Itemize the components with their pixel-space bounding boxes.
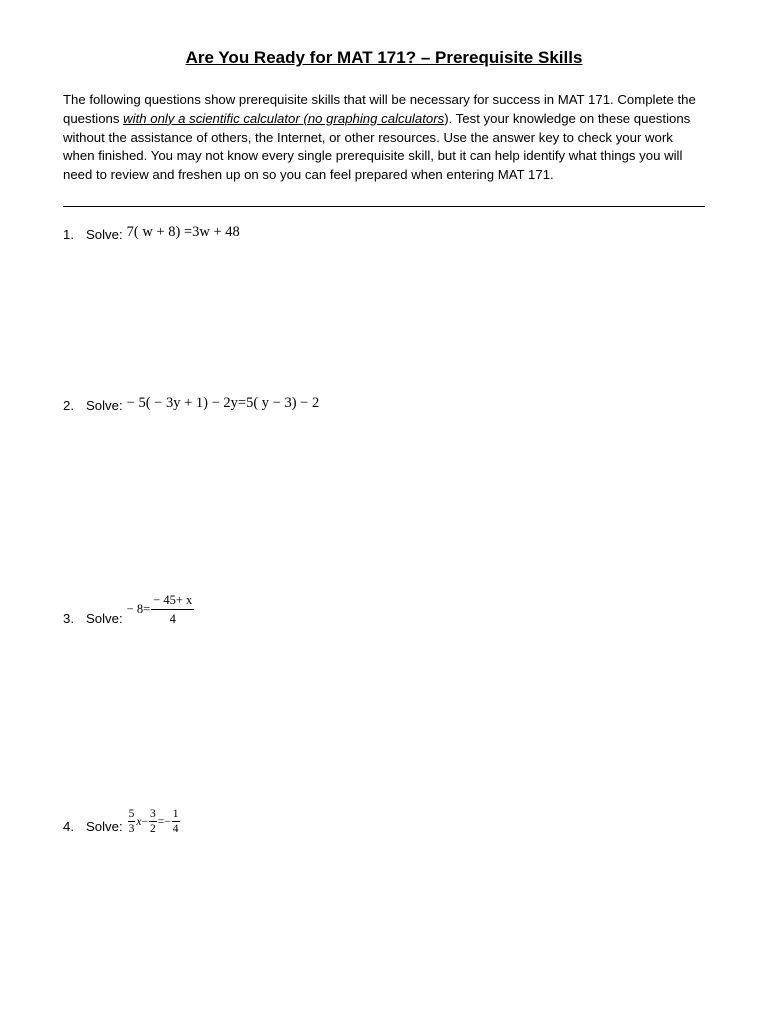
question-number: 2. [63,398,74,413]
divider-line [63,206,705,207]
fraction-numerator: 5 [128,807,136,822]
operator: − [141,815,149,828]
fraction-denominator: 4 [172,823,179,836]
fraction-denominator: 2 [150,823,156,836]
intro-paragraph [63,91,708,185]
fraction [149,807,157,837]
equation [127,807,181,837]
intro-text-2: ). Test your knowledge on these questions without the assistance of others, the Internet, or other resources. Use the answer key to check your work when finished. You may not know every single prerequisite skill, but it can help identify what things you will need to review and freshen up on so you can feel prepared when entering MAT 171. [63,110,691,183]
intro-text-1: The following questions show prerequisite skills that will be necessary for success in MAT 171. Complete the questions [63,92,696,126]
operator: =− [157,815,171,828]
question-3 [63,591,195,628]
fraction-numerator: 3 [149,807,157,822]
question-label: Solve: [86,818,123,834]
question-number: 4. [63,818,74,834]
question-4 [63,807,181,837]
fraction-numerator: − 45+ x [151,591,194,610]
question-label: Solve: [86,611,123,627]
question-label: Solve: [86,227,123,242]
fraction-denominator: 4 [169,612,176,627]
equation [127,591,196,628]
intro-emphasis: with only a scientific calculator (no graphing calculators [123,110,445,126]
equation: 7( w + 8) =3w + 48 [126,224,240,240]
variable: x [136,815,142,828]
page-title: Are You Ready for MAT 171? – Prerequisite Skills [185,48,583,67]
fraction [128,807,136,837]
fraction-denominator: 3 [128,823,135,836]
equation: − 5( − 3y + 1) − 2y=5( y − 3) − 2 [126,395,320,411]
question-1 [63,226,240,243]
fraction [172,807,180,837]
equation-lhs: − 8= [126,602,151,617]
question-label: Solve: [86,398,123,413]
fraction-numerator: 1 [172,807,180,822]
question-2 [63,397,319,414]
question-number: 3. [63,611,74,627]
question-number: 1. [63,227,74,242]
fraction [151,591,194,628]
